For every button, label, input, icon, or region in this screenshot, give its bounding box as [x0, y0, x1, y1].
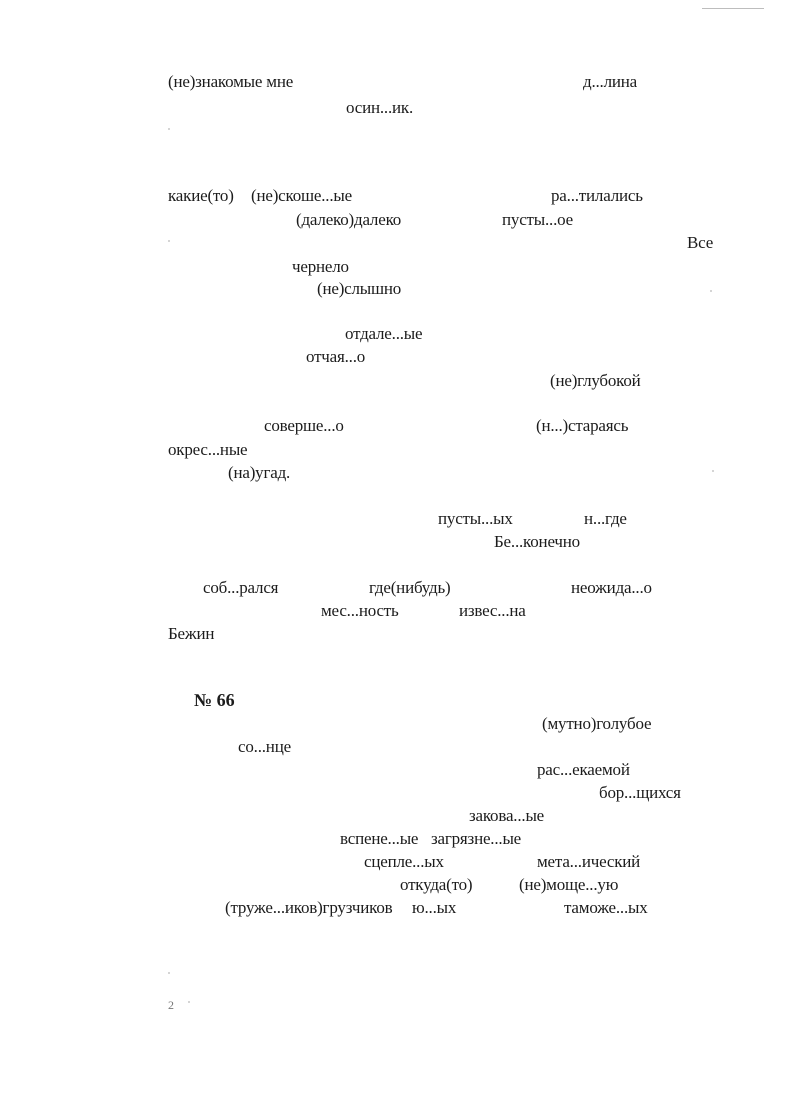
scan-speck — [168, 972, 170, 974]
page-number: 2 — [168, 998, 174, 1012]
word: таможе...ых — [564, 898, 648, 917]
word: чернело — [292, 257, 349, 276]
word: мета...ический — [537, 852, 641, 871]
word: пусты...ое — [502, 210, 573, 229]
word: (не)моще...ую — [519, 875, 619, 894]
word: (не)знакомые мне — [168, 72, 294, 91]
word: соб...рался — [203, 578, 279, 597]
word: отдале...ые — [345, 324, 423, 343]
word: Все — [687, 233, 714, 252]
word: осин...ик. — [346, 98, 414, 117]
word: какие(то) — [168, 186, 234, 205]
word: со...нце — [238, 737, 291, 756]
word: вспене...ые — [340, 829, 419, 848]
word: сцепле...ых — [364, 852, 444, 871]
top-rule — [702, 8, 764, 9]
word: (на)угад. — [228, 463, 291, 482]
word: рас...екаемой — [537, 760, 630, 779]
word: пусты...ых — [438, 509, 513, 528]
word: соверше...о — [264, 416, 344, 435]
word: ра...тилались — [551, 186, 643, 205]
word: н...где — [584, 509, 627, 528]
scan-speck — [188, 1001, 190, 1003]
word: окрес...ные — [168, 440, 248, 459]
word: д...лина — [583, 72, 638, 91]
exercise-heading: № 66 — [194, 690, 235, 710]
word: (не)глубокой — [550, 371, 641, 390]
scan-speck — [168, 128, 170, 130]
word: (н...)стараясь — [536, 416, 629, 435]
scan-speck — [168, 240, 170, 242]
scan-speck — [712, 470, 714, 472]
word: где(нибудь) — [369, 578, 451, 597]
word: бор...щихся — [599, 783, 681, 802]
word: извес...на — [459, 601, 526, 620]
word: (труже...иков)грузчиков — [225, 898, 393, 917]
word: (не)слышно — [317, 279, 402, 298]
word: ю...ых — [412, 898, 457, 917]
word: неожида...о — [571, 578, 652, 597]
word: откуда(то) — [400, 875, 473, 894]
word: загрязне...ые — [431, 829, 522, 848]
word: (не)скоше...ые — [251, 186, 352, 205]
word: (мутно)голубое — [542, 714, 652, 733]
word: закова...ые — [469, 806, 545, 825]
word: Бежин — [168, 624, 215, 643]
word: мес...ность — [321, 601, 399, 620]
word: (далеко)далеко — [296, 210, 402, 229]
word: Бе...конечно — [494, 532, 580, 551]
scan-speck — [710, 290, 712, 292]
word: отчая...о — [306, 347, 366, 366]
